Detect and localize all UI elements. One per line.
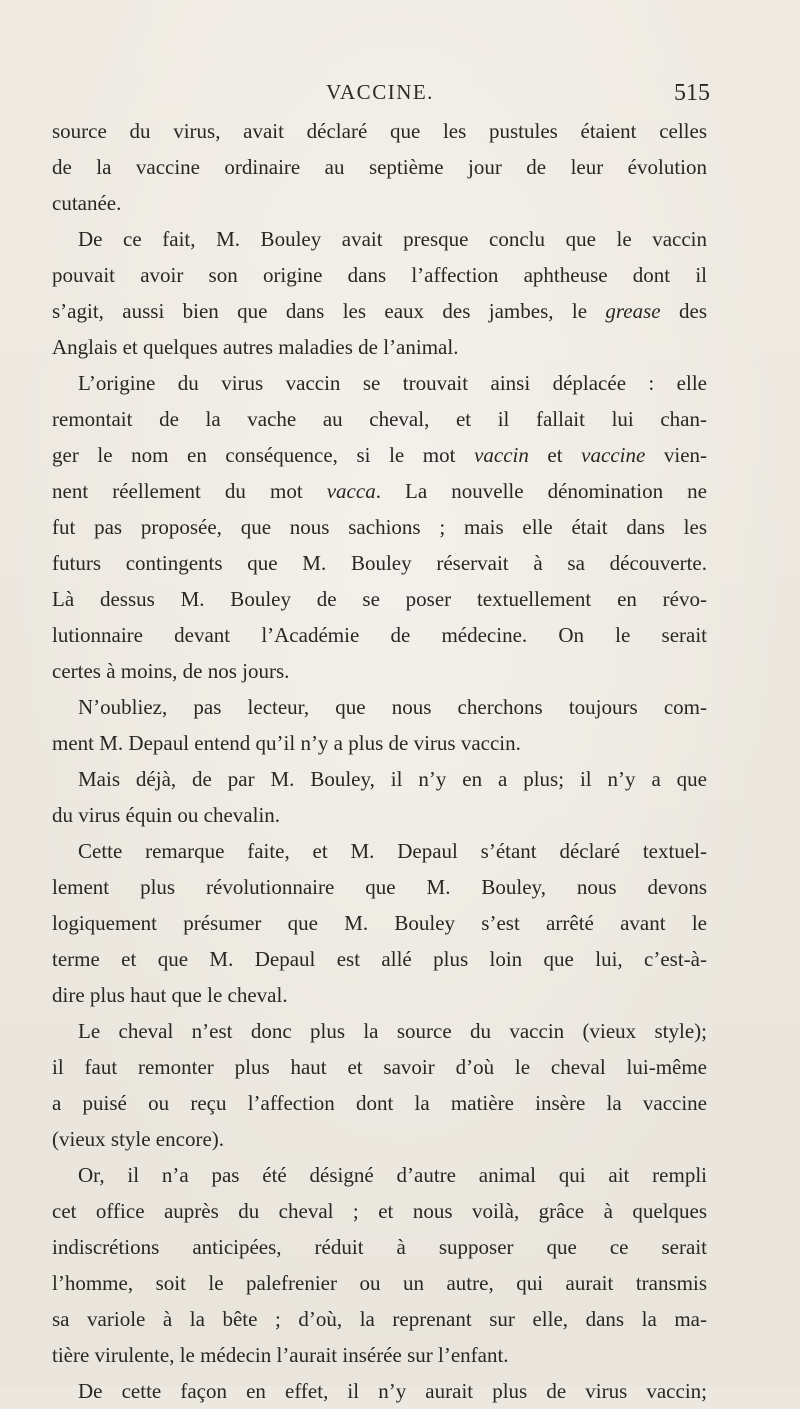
text-line: (vieux style encore). [52, 1127, 225, 1151]
text-line: de la vaccine ordinaire au septième jour de leur évolution [52, 155, 707, 179]
running-title: VACCINE. [326, 80, 434, 104]
text-line: lutionnaire devant l’Académie de médecine. On le serait [52, 623, 707, 647]
text-line: il faut remonter plus haut et savoir d’où le cheval lui-même [52, 1055, 707, 1079]
text-line: indiscrétions anticipées, réduit à supposer que ce serait [52, 1235, 707, 1259]
body-text [52, 113, 707, 1409]
text-line: Or, il n’a pas été désigné d’autre animal qui ait rempli [78, 1163, 707, 1187]
text-line: cet office auprès du cheval ; et nous voilà, grâce à quelques [52, 1199, 707, 1223]
text-line: Cette remarque faite, et M. Depaul s’étant déclaré textuel- [78, 839, 707, 863]
text-line: remontait de la vache au cheval, et il fallait lui chan- [52, 407, 707, 431]
text-line: ment M. Depaul entend qu’il n’y a plus de virus vaccin. [52, 731, 521, 755]
text-line: L’origine du virus vaccin se trouvait ainsi déplacée : elle [78, 371, 707, 395]
text-line: Là dessus M. Bouley de se poser textuellement en révo- [52, 587, 707, 611]
text-line: s’agit, aussi bien que dans les eaux des jambes, le grease des [52, 299, 707, 323]
text-line: du virus équin ou chevalin. [52, 803, 281, 827]
text-line: l’homme, soit le palefrenier ou un autre, qui aurait transmis [52, 1271, 707, 1295]
text-line: pouvait avoir son origine dans l’affection aphtheuse dont il [52, 263, 707, 287]
text-line: Mais déjà, de par M. Bouley, il n’y en a plus; il n’y a que [78, 767, 707, 791]
text-line: De cette façon en effet, il n’y aurait plus de virus vaccin; [78, 1379, 707, 1403]
text-line: De ce fait, M. Bouley avait presque conclu que le vaccin [78, 227, 707, 251]
text-line: futurs contingents que M. Bouley réservait à sa découverte. [52, 551, 707, 575]
text-line: cutanée. [52, 191, 122, 215]
text-line: nent réellement du mot vacca. La nouvelle dénomination ne [52, 479, 707, 503]
text-line: Le cheval n’est donc plus la source du vaccin (vieux style); [78, 1019, 707, 1043]
text-line: Anglais et quelques autres maladies de l’animal. [52, 335, 459, 359]
text-line: terme et que M. Depaul est allé plus loin que lui, c’est-à- [52, 947, 707, 971]
text-line: certes à moins, de nos jours. [52, 659, 290, 683]
page-header [50, 80, 710, 110]
text-line: dire plus haut que le cheval. [52, 983, 288, 1007]
text-line: source du virus, avait déclaré que les pustules étaient celles [52, 119, 707, 143]
text-line: sa variole à la bête ; d’où, la reprenant sur elle, dans la ma- [52, 1307, 707, 1331]
text-line: fut pas proposée, que nous sachions ; mais elle était dans les [52, 515, 707, 539]
text-line: ger le nom en conséquence, si le mot vaccin et vaccine vien- [52, 443, 708, 467]
text-line: N’oubliez, pas lecteur, que nous cherchons toujours com- [78, 695, 707, 719]
text-line: lement plus révolutionnaire que M. Bouley, nous devons [52, 875, 707, 899]
text-line: logiquement présumer que M. Bouley s’est arrêté avant le [52, 911, 707, 935]
text-line: tière virulente, le médecin l’aurait insérée sur l’enfant. [52, 1343, 509, 1367]
text-line: a puisé ou reçu l’affection dont la matière insère la vaccine [52, 1091, 707, 1115]
page-number: 515 [674, 80, 710, 106]
